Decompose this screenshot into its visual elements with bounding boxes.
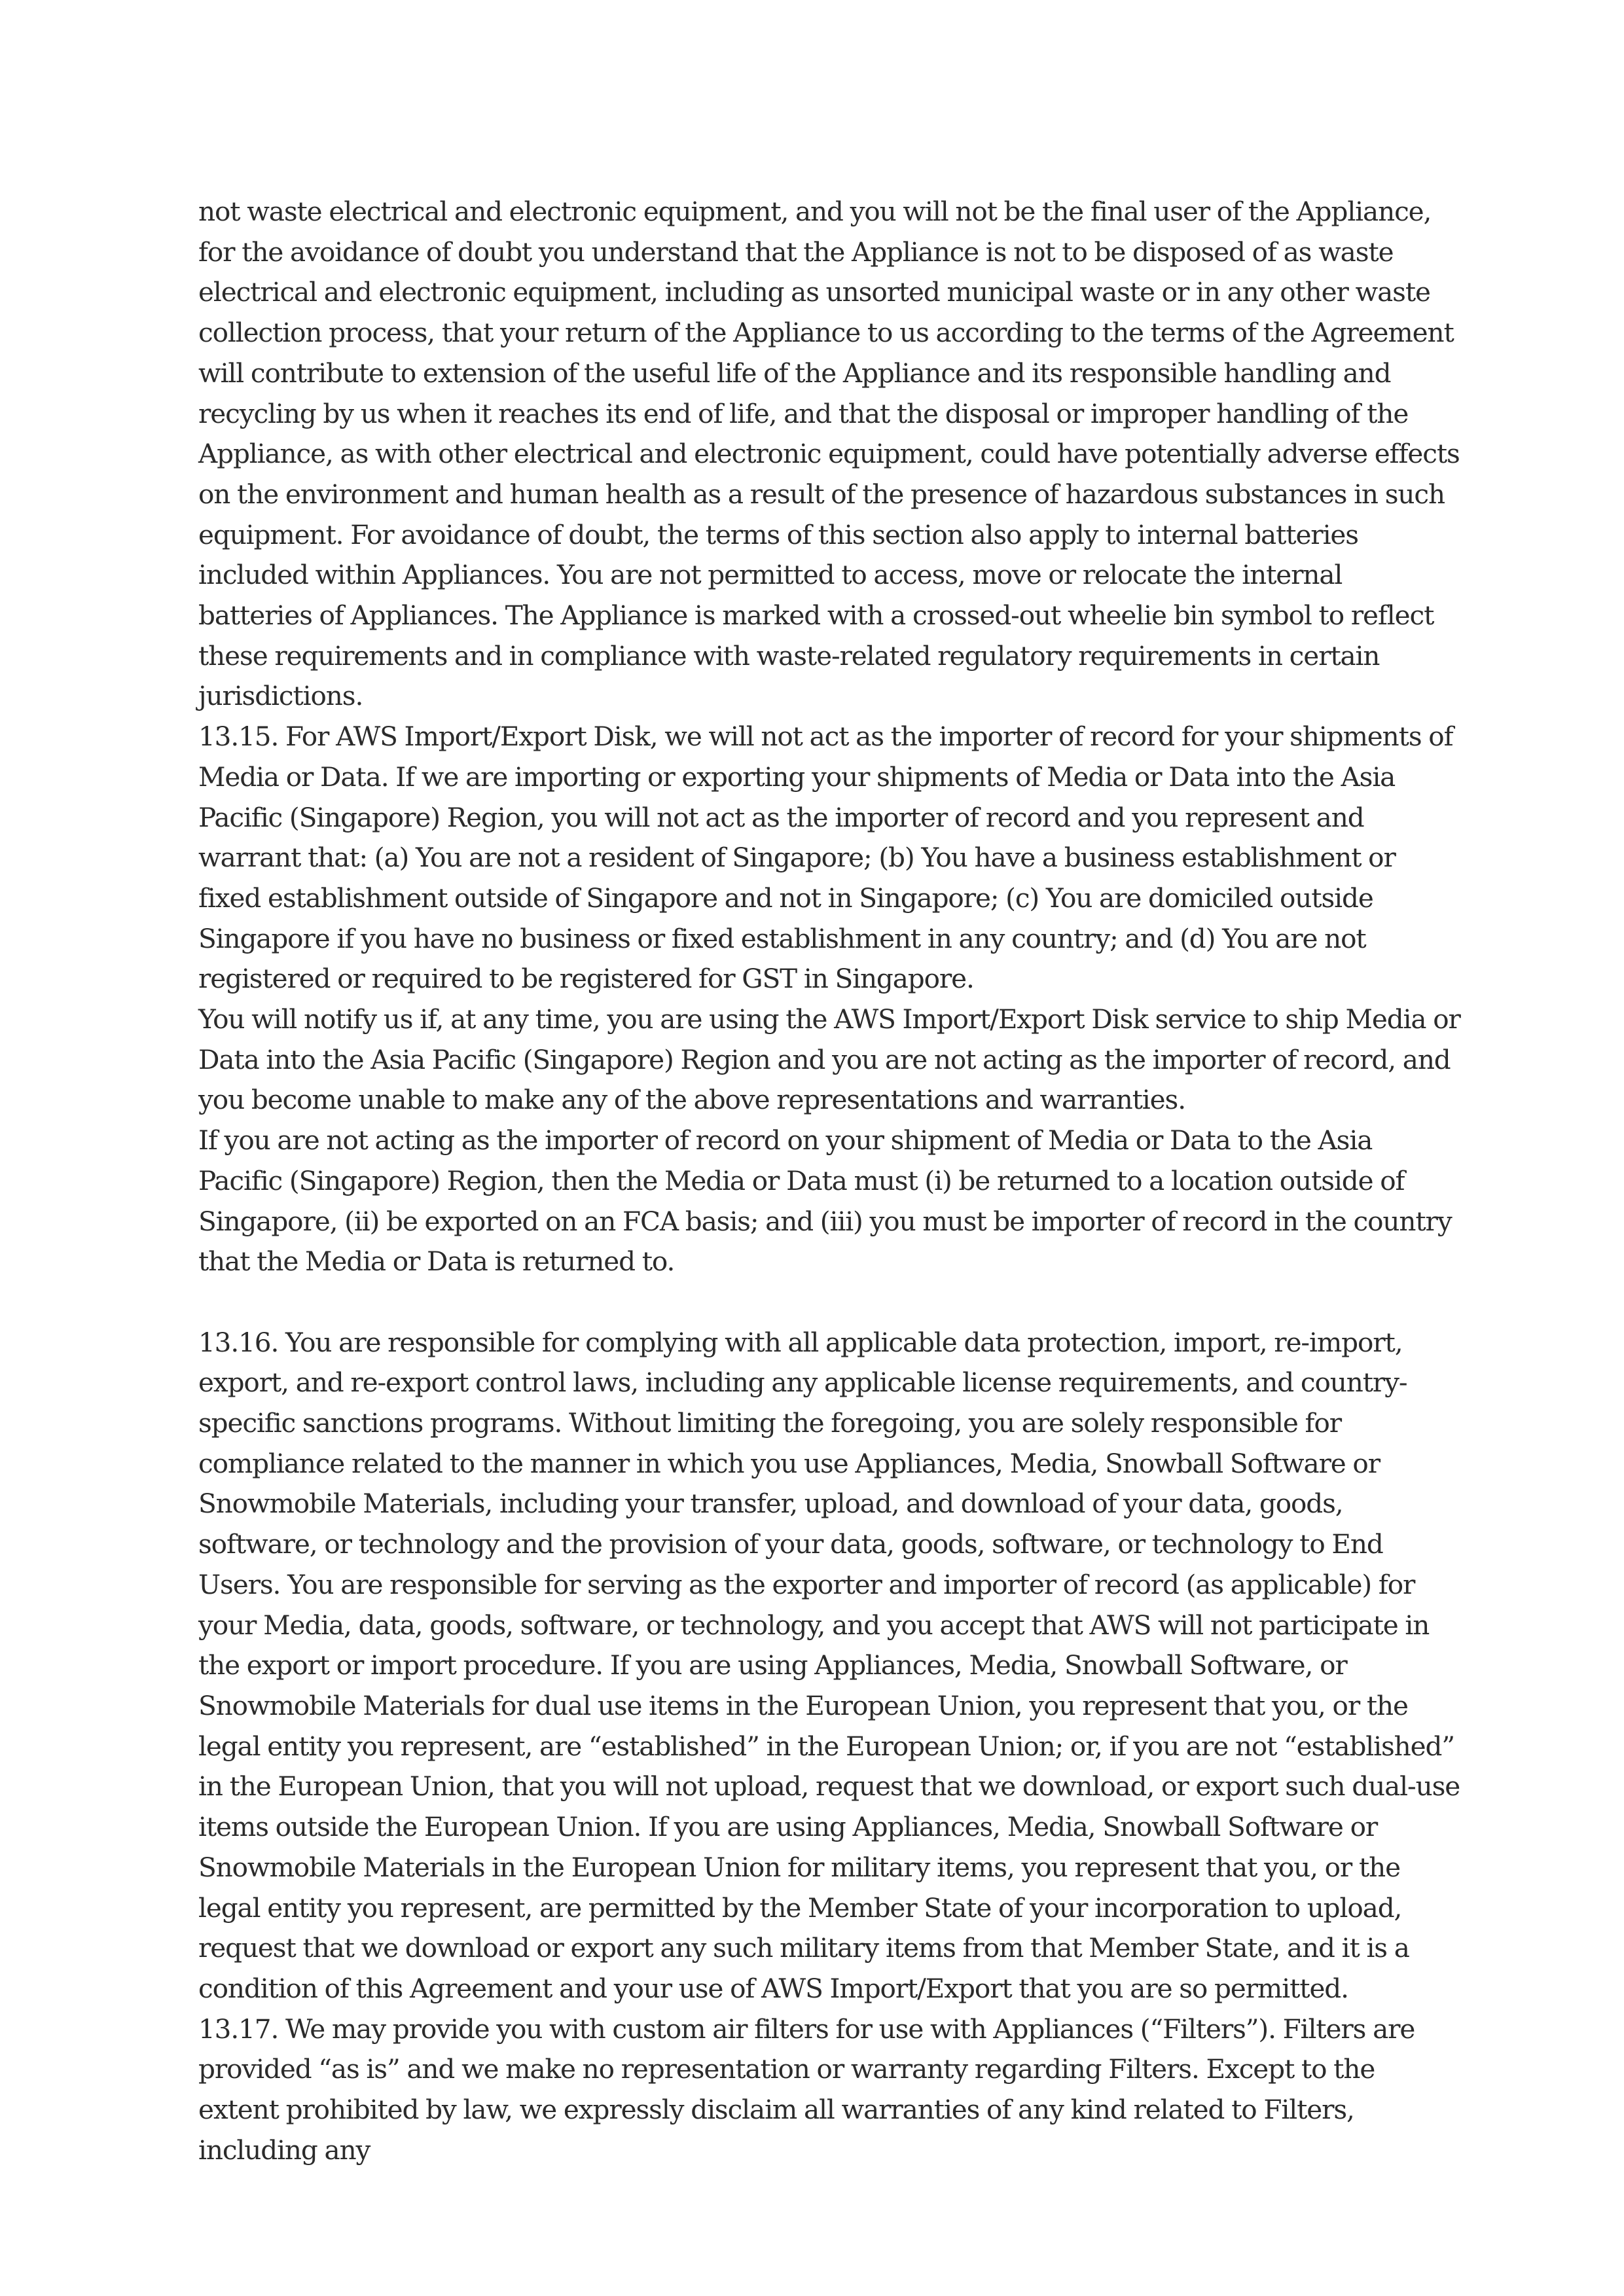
paragraph-13-15: 13.15. For AWS Import/Export Disk, we will not act as the importer of record for your shipments of Media or Data. If we are importing or exporting your shipments of Media or Data into the Asia Pacific (Singapore) Region, you will not act as the importer of record and you represent and warrant that: (a) You are not a resident of Singapore; (b) You have a business establishment or fixed establishment outside of Singapore and not in Singapore; (c) You are domiciled outside Singapore if you have no business or fixed establishment in any country; and (d) You are not registered or required to be registered for GST in Singapore. [198, 721, 1453, 995]
paragraph-notify: You will notify us if, at any time, you are using the AWS Import/Export Disk service to ship Media or Data into the Asia Pacific (Singapore) Region and you are not acting as the importer of record, and you become unable to make any of the above representations and warranties. [198, 1003, 1460, 1116]
paragraph-13-16: 13.16. You are responsible for complying with all applicable data protection, import, re-import, export, and re-export control laws, including any applicable license requirements, and country-specific sanctions programs. Without limiting the foregoing, you are solely responsible for compliance related to the manner in which you use Appliances, Media, Snowball Software or Snowmobile Materials, including your transfer, upload, and download of your data, goods, software, or technology and the provision of your data, goods, software, or technology to End Users. You are responsible for serving as the exporter and importer of record (as applicable) for your Media, data, goods, software, or technology, and you accept that AWS will not participate in the export or import procedure. If you are using Appliances, Media, Snowball Software, or Snowmobile Materials for dual use items in the European Union, you represent that you, or the legal entity you represent, are “established” in the European Union; or, if you are not “established” in the European Union, that you will not upload, request that we download, or export such dual-use items outside the European Union. If you are using Appliances, Media, Snowball Software or Snowmobile Materials in the European Union for military items, you represent that you, or the legal entity you represent, are permitted by the Member State of your incorporation to upload, request that we download or export any such military items from that Member State, and it is a condition of this Agreement and your use of AWS Import/Export that you are so permitted. [198, 1326, 1460, 2004]
paragraph-spacer [198, 1282, 1462, 1323]
paragraph-weee-disposal: not waste electrical and electronic equipment, and you will not be the final user of the Appliance, for the avoidance of doubt you understand that the Appliance is not to be disposed of as waste electrical and electronic equipment, including as unsorted municipal waste or in any other waste collection process, that your return of the Appliance to us according to the terms of the Agreement will contribute to extension of the useful life of the Appliance and its responsible handling and recycling by us when it reaches its end of life, and that the disposal or improper handling of the Appliance, as with other electrical and electronic equipment, could have potentially adverse effects on the environment and human health as a result of the presence of hazardous substances in such equipment. For avoidance of doubt, the terms of this section also apply to internal batteries included within Appliances. You are not permitted to access, move or relocate the internal batteries of Appliances. The Appliance is marked with a crossed-out wheelie bin symbol to reflect these requirements and in compliance with waste-related regulatory requirements in certain jurisdictions. [198, 196, 1460, 712]
paragraph-13-17: 13.17. We may provide you with custom air filters for use with Appliances (“Filters”). Filters are provided “as is” and we make no representation or warranty regarding Filters. Except to the extent prohibited by law, we expressly disclaim all warranties of any kind related to Filters, including any [198, 2013, 1415, 2166]
document-body [198, 192, 1462, 2170]
paragraph-importer-of-record: If you are not acting as the importer of record on your shipment of Media or Data to the Asia Pacific (Singapore) Region, then the Media or Data must (i) be returned to a location outside of Singapore, (ii) be exported on an FCA basis; and (iii) you must be importer of record in the country that the Media or Data is returned to. [198, 1124, 1452, 1278]
